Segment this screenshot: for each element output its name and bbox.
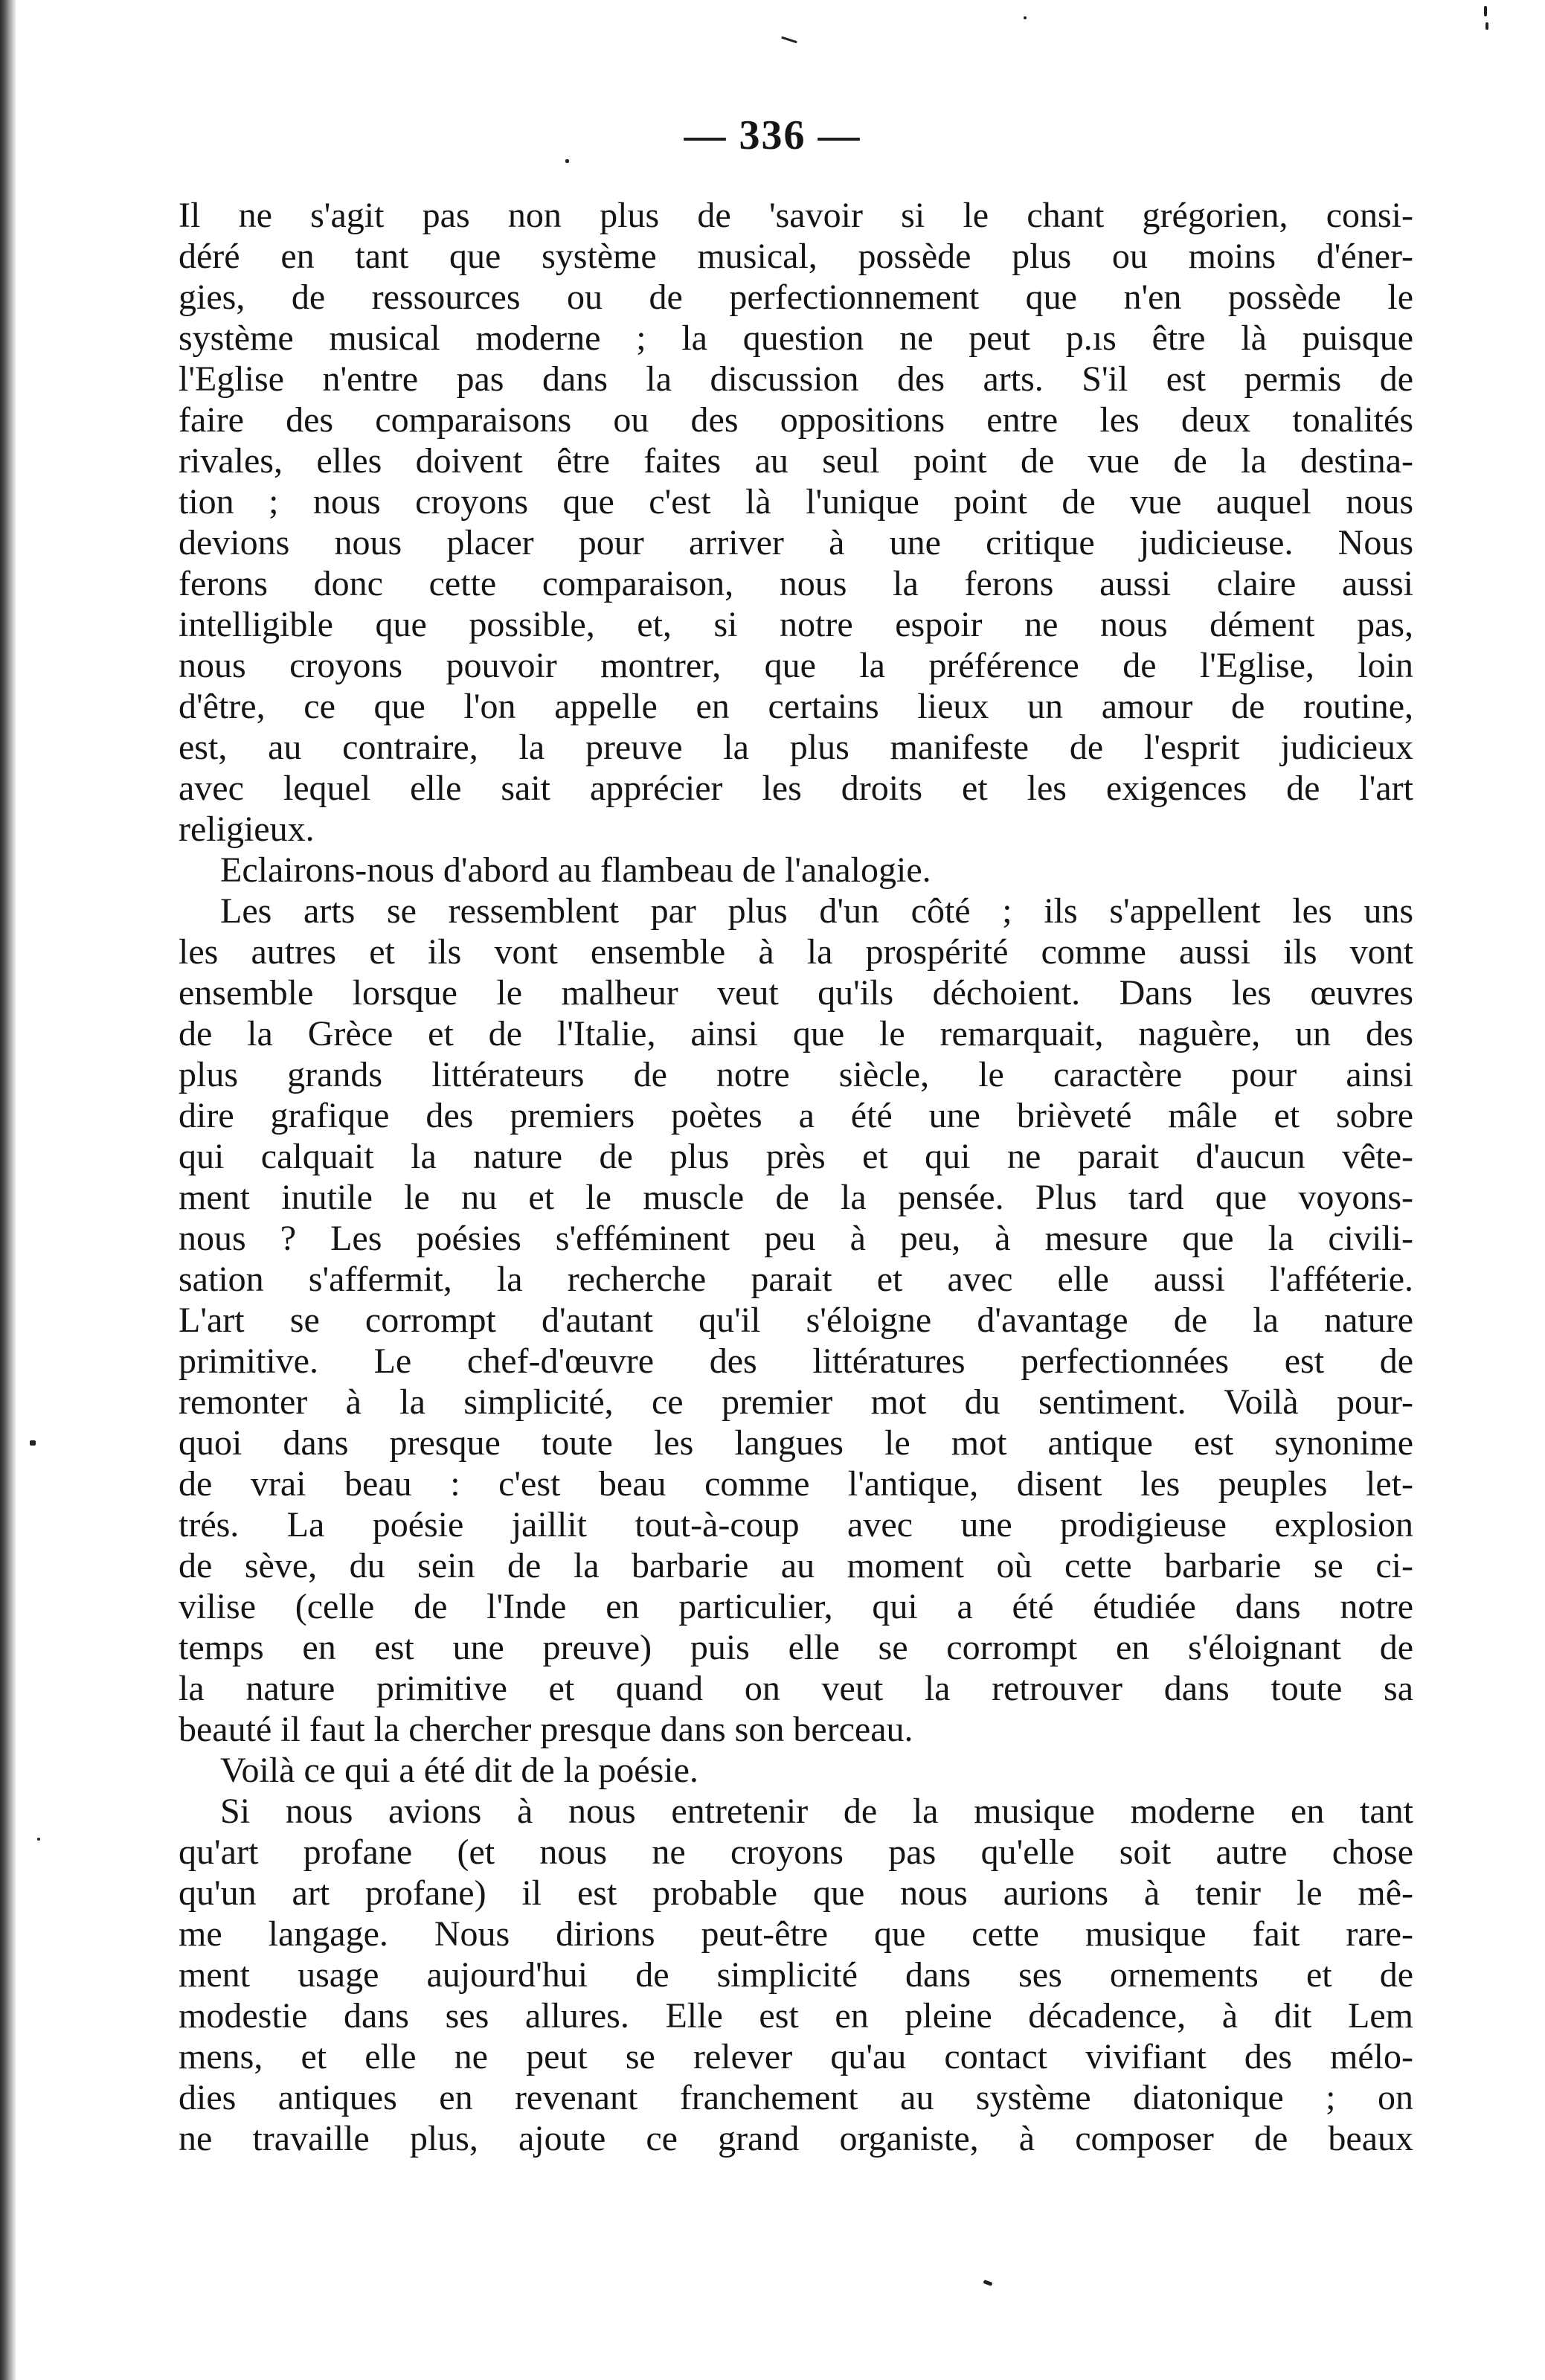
text-line: qu'art profane (et nous ne croyons pas qu'elle soit autre chose — [179, 1832, 1413, 1872]
text-line: de vrai beau : c'est beau comme l'antique, disent les peuples let- — [179, 1464, 1413, 1504]
text-line: me langage. Nous dirions peut-être que cette musique fait rare- — [179, 1914, 1413, 1954]
ink-speck — [1485, 22, 1488, 30]
text-line: quoi dans presque toute les langues le mot antique est synonime — [179, 1423, 1413, 1463]
text-line: est, au contraire, la preuve la plus manifeste de l'esprit judicieux — [179, 728, 1413, 767]
text-line: dire grafique des premiers poètes a été une brièveté mâle et sobre — [179, 1096, 1413, 1135]
text-line: devions nous placer pour arriver à une critique judicieuse. Nous — [179, 523, 1413, 562]
page-number: — 336 — — [684, 112, 861, 158]
text-line: vilise (celle de l'Inde en particulier, qui a été étudiée dans notre — [179, 1587, 1413, 1626]
ink-speck — [30, 1440, 36, 1446]
text-line: modestie dans ses allures. Elle est en pleine décadence, à dit Lem — [179, 1996, 1413, 2036]
text-line: Si nous avions à nous entretenir de la musique moderne en tant — [220, 1792, 1413, 1831]
text-line: L'art se corrompt d'autant qu'il s'éloigne d'avantage de la nature — [179, 1300, 1413, 1340]
text-line: ensemble lorsque le malheur veut qu'ils déchoient. Dans les œuvres — [179, 973, 1413, 1013]
ink-speck — [1484, 6, 1487, 16]
text-line: système musical moderne ; la question ne peut p.ıs être là puisque — [179, 318, 1413, 358]
text-line: sation s'affermit, la recherche parait et avec elle aussi l'afféterie. — [179, 1260, 1413, 1299]
text-line: religieux. — [179, 809, 315, 849]
text-line: rivales, elles doivent être faites au seul point de vue de la destina- — [179, 441, 1413, 481]
text-line: faire des comparaisons ou des oppositions entre les deux tonalités — [179, 400, 1413, 440]
text-line: Les arts se ressemblent par plus d'un côté ; ils s'appellent les uns — [220, 891, 1413, 931]
text-line: avec lequel elle sait apprécier les droits et les exigences de l'art — [179, 769, 1413, 808]
text-line: Il ne s'agit pas non plus de 'savoir si le chant grégorien, consi- — [179, 196, 1413, 235]
ink-speck — [983, 2280, 993, 2286]
text-line: tion ; nous croyons que c'est là l'unique point de vue auquel nous — [179, 482, 1413, 522]
text-line: ment usage aujourd'hui de simplicité dans ses ornements et de — [179, 1955, 1413, 1995]
text-line: d'être, ce que l'on appelle en certains lieux un amour de routine, — [179, 687, 1413, 726]
book-spine-shadow — [0, 0, 16, 2380]
text-line: Eclairons-nous d'abord au flambeau de l'analogie. — [220, 850, 931, 890]
text-line: primitive. Le chef-d'œuvre des littératures perfectionnées est de — [179, 1341, 1413, 1381]
text-line: remonter à la simplicité, ce premier mot du sentiment. Voilà pour- — [179, 1382, 1413, 1422]
text-line: qui calquait la nature de plus près et qui ne parait d'aucun vête- — [179, 1137, 1413, 1176]
text-line: les autres et ils vont ensemble à la prospérité comme aussi ils vont — [179, 932, 1413, 972]
text-line: de sève, du sein de la barbarie au moment où cette barbarie se ci- — [179, 1546, 1413, 1585]
text-line: la nature primitive et quand on veut la retrouver dans toute sa — [179, 1669, 1413, 1708]
text-line: nous ? Les poésies s'efféminent peu à peu, à mesure que la civili- — [179, 1219, 1413, 1258]
text-line: plus grands littérateurs de notre siècle, le caractère pour ainsi — [179, 1055, 1413, 1094]
ink-speck — [781, 36, 797, 44]
text-line: intelligible que possible, et, si notre espoir ne nous dément pas, — [179, 605, 1413, 644]
text-line: Voilà ce qui a été dit de la poésie. — [220, 1751, 698, 1790]
text-line: ment inutile le nu et le muscle de la pensée. Plus tard que voyons- — [179, 1178, 1413, 1217]
body-text — [179, 195, 1413, 2159]
ink-speck — [565, 159, 569, 163]
text-line: beauté il faut la chercher presque dans son berceau. — [179, 1710, 913, 1749]
ink-speck — [1024, 16, 1027, 19]
text-line: temps en est une preuve) puis elle se corrompt en s'éloignant de — [179, 1628, 1413, 1667]
text-line: de la Grèce et de l'Italie, ainsi que le remarquait, naguère, un des — [179, 1014, 1413, 1053]
text-line: gies, de ressources ou de perfectionnement que n'en possède le — [179, 278, 1413, 317]
text-line: ne travaille plus, ajoute ce grand organiste, à composer de beaux — [179, 2119, 1413, 2158]
text-line: déré en tant que système musical, possède plus ou moins d'éner- — [179, 237, 1413, 276]
ink-speck — [37, 1838, 40, 1841]
text-line: trés. La poésie jaillit tout-à-coup avec une prodigieuse explosion — [179, 1505, 1413, 1545]
text-line: qu'un art profane) il est probable que nous aurions à tenir le mê- — [179, 1873, 1413, 1913]
text-line: nous croyons pouvoir montrer, que la préférence de l'Eglise, loin — [179, 646, 1413, 685]
text-line: ferons donc cette comparaison, nous la ferons aussi claire aussi — [179, 564, 1413, 603]
text-line: l'Eglise n'entre pas dans la discussion des arts. S'il est permis de — [179, 359, 1413, 399]
text-line: dies antiques en revenant franchement au système diatonique ; on — [179, 2078, 1413, 2117]
text-line: mens, et elle ne peut se relever qu'au contact vivifiant des mélo- — [179, 2037, 1413, 2076]
